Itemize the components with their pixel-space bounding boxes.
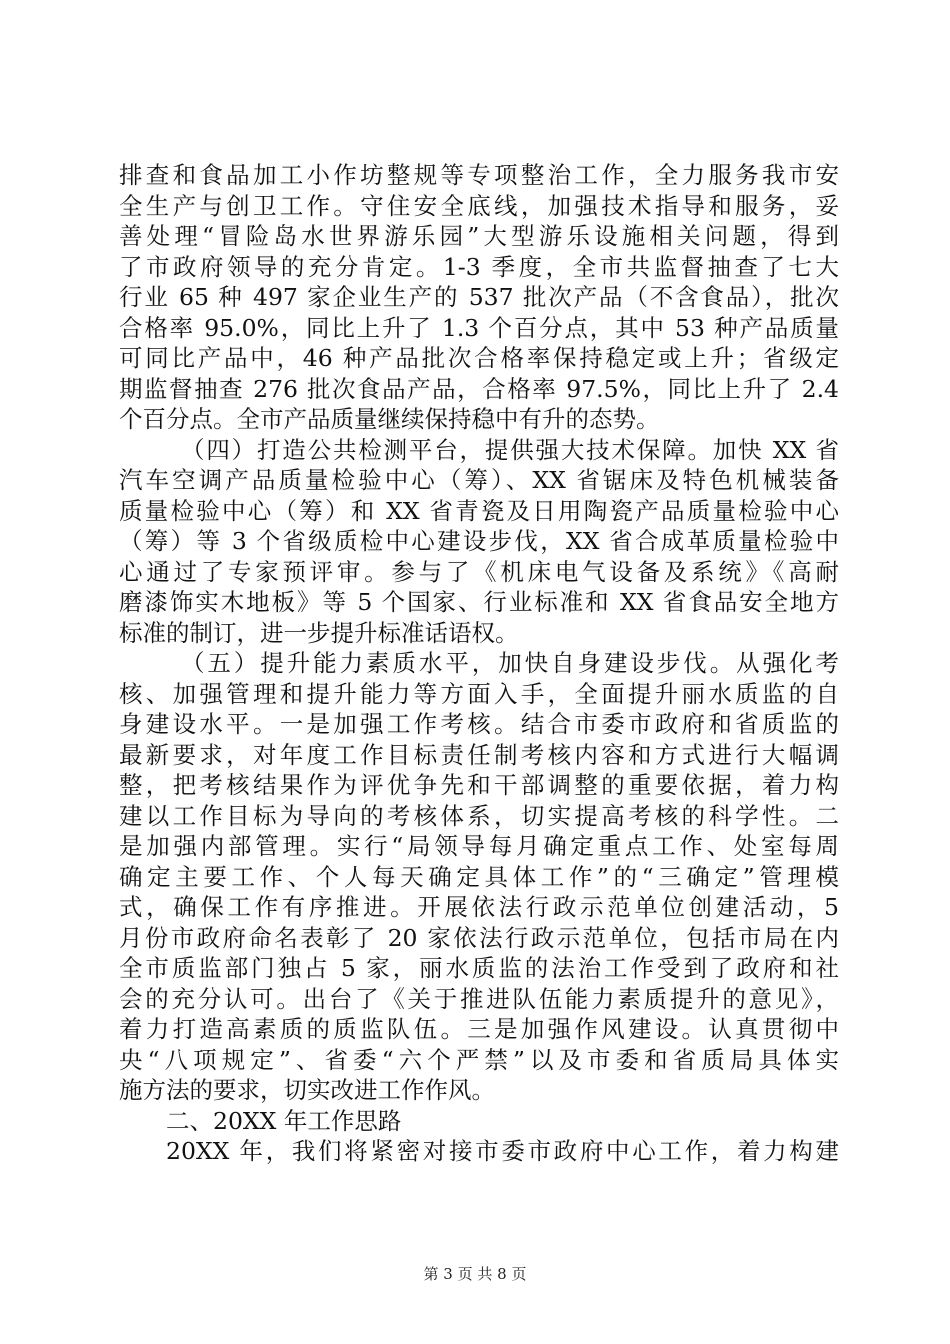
text-line: 期监督抽查 276 批次食品产品，合格率 97.5%，同比上升了 2.4 (119, 374, 839, 403)
text-line: 排查和食品加工小作坊整规等专项整治工作，全力服务我市安 (119, 161, 839, 189)
text-line: 全市质监部门独占 5 家，丽水质监的法治工作受到了政府和社 (119, 954, 839, 982)
text-line: 心通过了专家预评审。参与了《机床电气设备及系统》《高耐 (119, 557, 839, 586)
body-text (119, 160, 839, 1167)
text-line: 式，确保工作有序推进。开展依法行政示范单位创建活动，5 (119, 893, 839, 921)
text-line: 施方法的要求，切实改进工作作风。 (119, 1076, 495, 1104)
text-line: （筹）等 3 个省级质检中心建设步伐，XX 省合成革质量检验中 (119, 527, 839, 555)
text-line: 质量检验中心（筹）和 XX 省青瓷及日用陶瓷产品质量检验中心 (119, 496, 839, 525)
page-number-footer: 第 3 页 共 8 页 (423, 1265, 527, 1283)
text-line: 善处理“冒险岛水世界游乐园”大型游乐设施相关问题，得到 (119, 222, 839, 250)
text-line: 央“八项规定”、省委“六个严禁”以及市委和省质局具体实 (119, 1045, 839, 1074)
text-line: 标准的制订，进一步提升标准话语权。 (119, 618, 519, 647)
text-line: 行业 65 种 497 家企业生产的 537 批次产品（不含食品），批次 (119, 283, 839, 311)
text-line: 个百分点。全市产品质量继续保持稳中有升的态势。 (119, 405, 660, 433)
text-line: 磨漆饰实木地板》等 5 个国家、行业标准和 XX 省食品安全地方 (119, 588, 839, 616)
text-line: 最新要求，对年度工作目标责任制考核内容和方式进行大幅调 (119, 740, 839, 769)
text-line: 整，把考核结果作为评优争先和干部调整的重要依据，着力构 (119, 771, 839, 799)
text-line: 核、加强管理和提升能力等方面入手，全面提升丽水质监的自 (119, 679, 839, 708)
text-line: 是加强内部管理。实行“局领导每月确定重点工作、处室每周 (119, 832, 839, 860)
text-line: 可同比产品中，46 种产品批次合格率保持稳定或上升；省级定 (119, 344, 839, 372)
text-line: 月份市政府命名表彰了 20 家依法行政示范单位，包括市局在内 (119, 923, 839, 952)
text-line: 了市政府领导的充分肯定。1-3 季度，全市共监督抽查了七大 (119, 252, 839, 281)
text-line: 会的充分认可。出台了《关于推进队伍能力素质提升的意见》， (119, 984, 839, 1013)
section-title: 二、20XX 年工作思路 (166, 1106, 402, 1135)
text-line: 着力打造高素质的质监队伍。三是加强作风建设。认真贯彻中 (119, 1015, 839, 1043)
section-heading-line: （五）提升能力素质水平，加快自身建设步伐。从强化考 (181, 649, 839, 677)
text-line: 建以工作目标为导向的考核体系，切实提高考核的科学性。二 (119, 801, 839, 830)
text-line: 全生产与创卫工作。守住安全底线，加强技术指导和服务，妥 (119, 191, 839, 220)
text-line: 身建设水平。一是加强工作考核。结合市委市政府和省质监的 (119, 710, 839, 738)
text-line: 汽车空调产品质量检验中心（筹）、XX 省锯床及特色机械装备 (119, 466, 839, 494)
text-line: 合格率 95.0%，同比上升了 1.3 个百分点，其中 53 种产品质量 (119, 313, 839, 342)
text-line: 20XX 年，我们将紧密对接市委市政府中心工作，着力构建 (166, 1137, 839, 1165)
section-heading-line: （四）打造公共检测平台，提供强大技术保障。加快 XX 省 (181, 435, 839, 464)
text-line: 确定主要工作、个人每天确定具体工作”的“三确定”管理模 (119, 862, 839, 891)
